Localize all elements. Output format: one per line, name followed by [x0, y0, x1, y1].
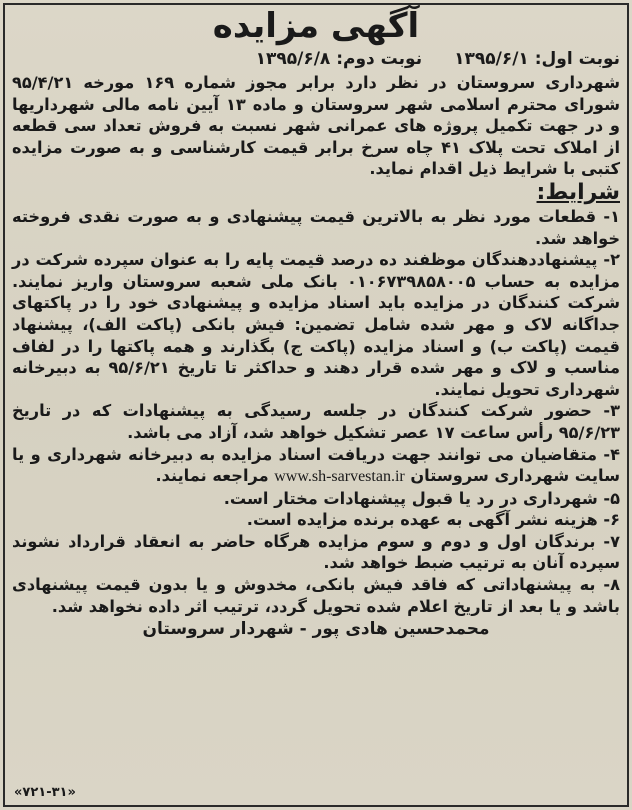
condition-4	[12, 444, 620, 488]
condition-2: ۲- پیشنهاددهندگان موظفند ده درصد قیمت پایه را به عنوان سپرده شرکت در مزایده به حساب ۰۱۰۶۷۳۹۸۵۸۰۰۵ بانک ملی شعبه سروستان واریز نمایند. شرکت کنندگان در مزایده باید اسناد مزایده و پیشنهادی خود را در پاکتهای جداگانه لاک و مهر شده شامل تضمین: فیش بانکی (پاکت الف)، پیشنهاد قیمت (پاکت ب) و اسناد مزایده (پاکت ج) بگذارند و همه پاکتها را در لفاف مناسب و لاک و مهر شده قرار دهند و حداکثر تا تاریخ ۹۵/۶/۲۱ به دبیرخانه شهرداری تحویل نمایند.	[12, 250, 620, 399]
condition-6: ۶- هزینه نشر آگهی به عهده برنده مزایده است.	[246, 510, 620, 530]
conditions-heading: شرایط:	[536, 179, 620, 205]
condition-3: ۳- حضور شرکت کنندگان در جلسه رسیدگی به پیشنهادات که در تاریخ ۹۵/۶/۲۳ رأس ساعت ۱۷ عصر تشکیل خواهد شد، آزاد می باشد.	[12, 401, 620, 442]
condition-5: ۵- شهرداری در رد یا قبول پیشنهادات مختار است.	[223, 488, 620, 508]
intro-paragraph: شهرداری سروستان در نظر دارد برابر مجوز شماره ۱۶۹ مورخه ۹۵/۴/۲۱ شورای محترم اسلامی شهر سروستان و ماده ۱۳ آیین نامه مالی شهرداریها و در جهت تکمیل پروژه های عمرانی شهر نسبت به فروش تعداد سی قطعه از املاک تحت پلاک ۴۱ چاه سرخ برابر قیمت کارشناسی و به صورت مزایده کتبی با شرایط ذیل اقدام نماید.	[12, 73, 621, 179]
second-round: نوبت دوم: ۱۳۹۵/۶/۸	[255, 49, 423, 69]
condition-4-end: مراجعه نمایند.	[155, 466, 269, 486]
condition-1: ۱- قطعات مورد نظر به بالاترین قیمت پیشنهادی و به صورت نقدی فروخته خواهد شد.	[12, 206, 620, 248]
ad-title: آگهی مزایده	[212, 6, 420, 46]
website-link: www.sh-sarvestan.ir	[274, 468, 405, 486]
condition-7: ۷- برندگان اول و دوم و سوم مزایده هرگاه حاضر به انعقاد قرارداد نشوند سپرده آنان به ترتیب ضبط خواهد شد.	[12, 531, 620, 573]
first-round: نوبت اول: ۱۳۹۵/۶/۱	[454, 49, 620, 69]
condition-8: ۸- به پیشنهاداتی که فاقد فیش بانکی، مخدوش و یا بدون قیمت پیشنهادی باشد و یا بعد از تاریخ اعلام شده تحویل گردد، ترتیب اثر داده نخواهد شد.	[12, 575, 620, 616]
publication-rounds	[12, 48, 620, 70]
ad-code: «۷۲۱-۳۱»	[14, 785, 76, 800]
condition-4-text: ۴- متقاضیان می توانند جهت دریافت اسناد مزایده به دبیرخانه شهرداری و یا سایت شهرداری سروستان	[12, 444, 620, 486]
signature: محمدحسین هادی پور - شهردار سروستان	[142, 619, 490, 640]
